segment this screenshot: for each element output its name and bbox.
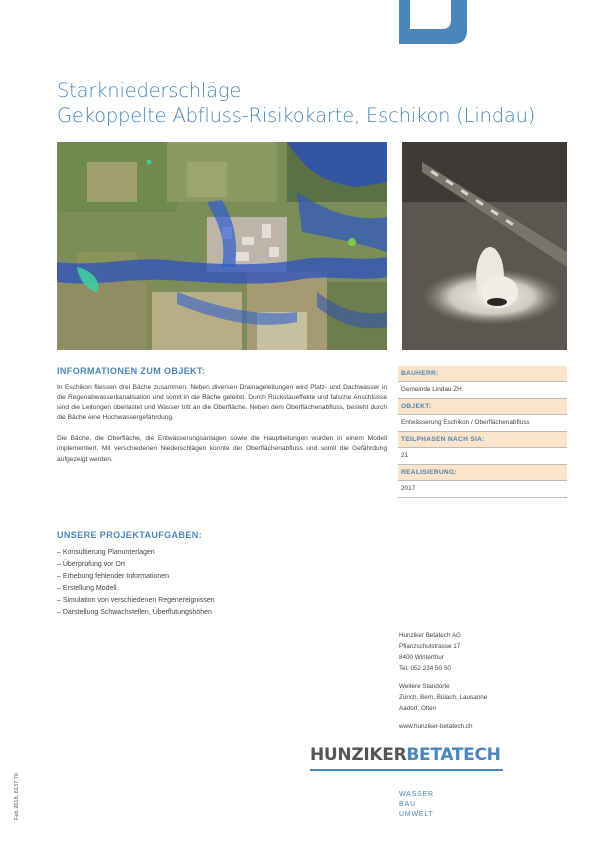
task-item: – Überprüfung vor Ort — [57, 561, 126, 569]
task-item: – Simulation von verschiedenen Regenereignissen — [57, 597, 215, 605]
info-section-body — [57, 383, 387, 476]
tasks-section-heading: UNSERE PROJEKTAUFGABEN: — [57, 530, 203, 540]
website-link[interactable]: www.hunziker-betatech.ch — [399, 723, 473, 730]
company-street: Pflanzschulstrasse 17 — [399, 643, 461, 650]
object-label: OBJEKT: — [398, 399, 567, 415]
company-city: 8400 Winterthur — [399, 654, 444, 661]
service-construction: BAU — [399, 801, 416, 808]
contact-block — [399, 630, 487, 732]
locations-line-2: Aadorf, Olten — [399, 705, 437, 712]
company-phone: Tel. 052 234 50 50 — [399, 665, 451, 672]
phases-value: 21 — [398, 448, 567, 465]
task-item: – Konsultierung Planunterlagen — [57, 549, 155, 556]
corner-tab-mark — [399, 0, 467, 44]
company-logo — [310, 745, 501, 769]
info-paragraph-1: In Eschikon fliessen drei Bäche zusammen. Neben diversen Drainageleitungen wird Platz- und Dachwasser in die Regenabwasserkanalisation und somit in die Bäche geleitet. Durch Rückstaueffekte und falsche Anschlüsse sind die Leitungen überlastet und Wasser tritt an die Oberfläche. Neben dem Oberflächenabfluss, besteht durch die Bäche eine Hochwassergefährdung. — [57, 384, 387, 422]
service-water: WASSER — [399, 791, 434, 798]
object-value: Entwässerung Eschikon / Oberflächenabfluss — [398, 415, 567, 432]
client-value: Gemeinde Lindau ZH — [398, 382, 567, 399]
aerial-flood-map-image — [57, 142, 387, 350]
realization-label: REALISIERUNG: — [398, 465, 567, 481]
page-title — [57, 78, 577, 128]
logo-part-2: BETATECH — [406, 745, 501, 765]
info-section-heading: INFORMATIONEN ZUM OBJEKT: — [57, 366, 206, 376]
title-line-1: Starkniederschläge — [57, 79, 242, 102]
locations-label: Weitere Standorte — [399, 683, 450, 690]
project-info-table — [398, 366, 567, 498]
realization-value: 2017 — [398, 481, 567, 498]
logo-underline — [310, 769, 503, 771]
task-item: – Darstellung Schwachstellen, Überflutungshöhen — [57, 609, 212, 617]
manhole-overflow-photo — [402, 142, 567, 350]
phases-label: TEILPHASEN NACH SIA: — [398, 432, 567, 448]
service-environment: UMWELT — [399, 811, 434, 818]
company-name: Hunziker Betatech AG — [399, 632, 461, 639]
task-item: – Erstellung Modell — [57, 585, 117, 593]
task-item: – Erhebung fehlender Informationen — [57, 573, 170, 581]
tasks-list — [57, 547, 215, 620]
logo-part-1: HUNZIKER — [310, 745, 407, 765]
document-date-code: Feb 2018, 8137.70 — [14, 773, 20, 820]
locations-line-1: Zürich, Bern, Bülach, Lausanne — [399, 694, 488, 701]
services-list — [399, 790, 434, 820]
title-line-2: Gekoppelte Abfluss-Risikokarte, Eschikon (Lindau) — [57, 104, 536, 127]
info-paragraph-2: Die Bäche, die Oberfläche, die Entwässerungsanlagen sowie die Hauptleitungen wurden in einem Modell implementiert. Mit verschiedenen Niederschlägen konnte der Oberflächenabfluss und somit die Gefährdung aufgezeigt werden. — [57, 435, 387, 463]
client-label: BAUHERR: — [398, 366, 567, 382]
